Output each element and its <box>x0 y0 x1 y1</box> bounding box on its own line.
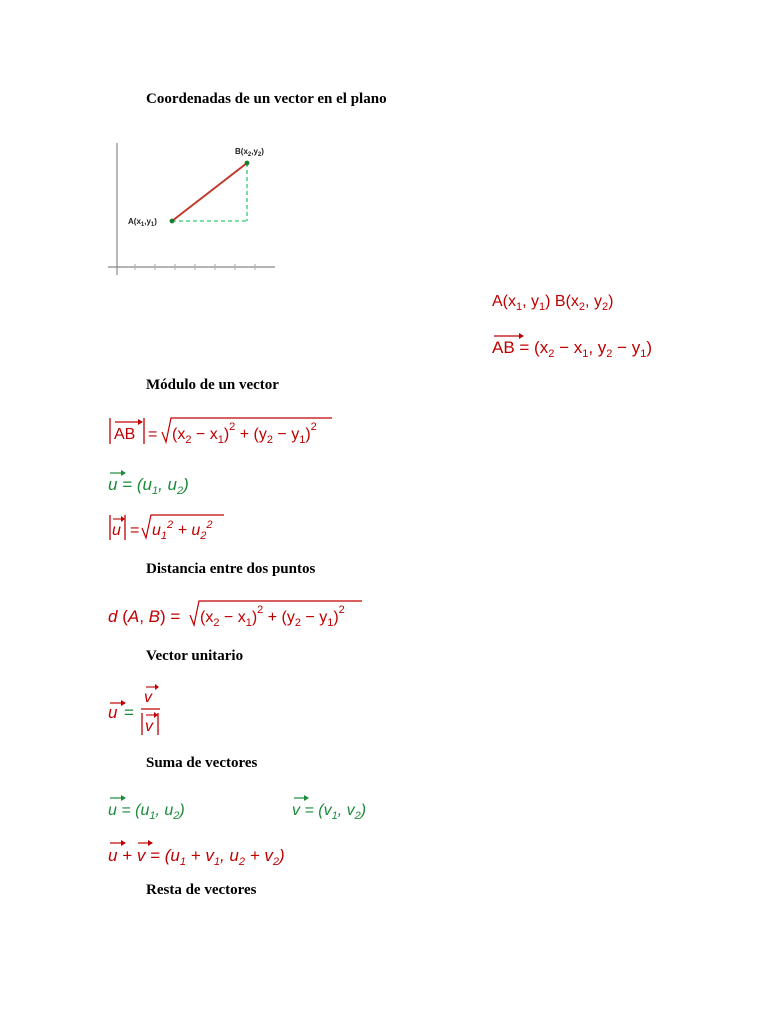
svg-text:u: u <box>108 703 118 722</box>
svg-text:(x2 − x1)2 + (y2 − y1)2: $(x_2 - x_1)^2 + (y_2 - y_1)^2$ <box>200 604 345 629</box>
svg-text:=: = <box>124 703 134 722</box>
svg-text:v: v <box>145 718 153 735</box>
svg-text:AB: AB <box>114 426 136 443</box>
point-b <box>245 161 250 166</box>
svg-text:A(x1, y1) B(x2, y2): $A(x_1$, $y_1$) $B(x_2$, $y_2$) <box>492 293 614 313</box>
svg-text:u = (u1, u2): $u = (u_1$, $u_2$) <box>108 475 189 496</box>
formula-distancia <box>108 597 368 635</box>
formula-suma-result <box>108 837 308 873</box>
svg-text:=: = <box>130 522 140 539</box>
svg-text:=: = <box>148 426 158 443</box>
svg-text:u: u <box>112 522 121 539</box>
svg-text:v = (v1, v2): $v = (v_1$, $v_2$) <box>292 802 367 822</box>
svg-text:u12 + u22: $u_1^2 + u_2^2$ <box>152 519 213 542</box>
svg-text:(x2 − x1)2 + (y2 − y1)2: $(x_2 - x_1)^2 + (y_2 - y_1)^2$ <box>172 421 317 446</box>
formula-modulo-u <box>108 510 238 548</box>
formula-u-def <box>108 466 218 500</box>
svg-text:d (A, B) =: d (A, B) = <box>108 607 181 626</box>
section-heading-coordenadas: Coordenadas de un vector en el plano <box>146 91 387 107</box>
section-heading-unitario: Vector unitario <box>146 648 244 664</box>
vector-diagram <box>100 135 285 280</box>
section-heading-modulo: Módulo de un vector <box>146 377 279 393</box>
point-a-label: $A(x_1,y_1)$ <box>128 217 157 228</box>
svg-text:u + v = (u1 + v1, u2 + v2): $u + v = (u_1 + v_1$, $u_2 + v_2$) <box>108 846 285 868</box>
point-a <box>170 219 175 224</box>
svg-text:u = (u1, u2): $u = (u_1$, $u_2$) <box>108 802 185 822</box>
section-heading-resta: Resta de vectores <box>146 882 257 898</box>
formula-suma-u <box>108 792 208 826</box>
formula-vector-ab <box>492 330 672 364</box>
formula-modulo-ab <box>108 414 338 452</box>
formula-points <box>492 289 652 317</box>
point-b-label: $B(x_2,y_2)$ <box>235 147 264 158</box>
svg-text:v: v <box>144 689 152 706</box>
section-heading-suma: Suma de vectores <box>146 755 258 771</box>
svg-text:AB = (x2 − x1, y2 − y1): AB = ($x_2 - x_1$, $y_2 - y_1$) <box>492 338 653 360</box>
vector-ab-line <box>172 163 247 221</box>
formula-suma-v <box>292 792 392 826</box>
section-heading-distancia: Distancia entre dos puntos <box>146 561 316 577</box>
formula-unitario <box>108 682 178 742</box>
